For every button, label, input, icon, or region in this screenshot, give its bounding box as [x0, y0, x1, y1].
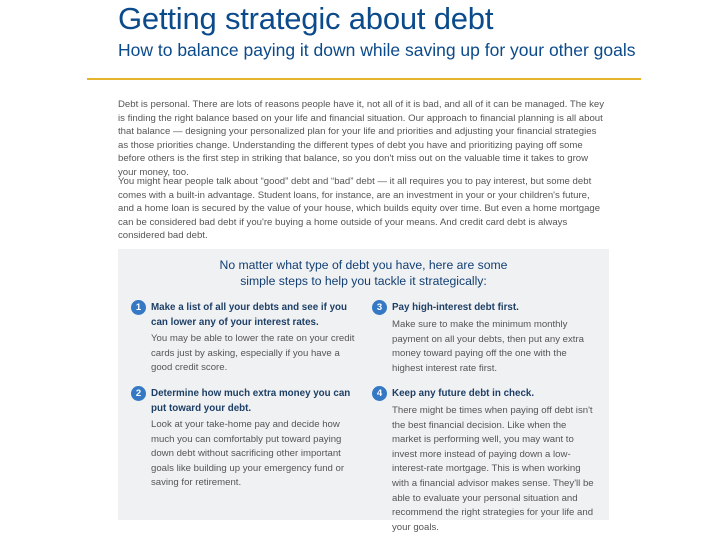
- good-bad-debt-paragraph: You might hear people talk about “good” debt and “bad” debt — it all requires you to pay interest, but some debt comes with a built-in advantage. Student loans, for instance, are an investment in your or your children's future, and a home loan is secured by the value of your house, which builds equity over time. But even a home mortgage can be considered bad debt if you're buying a home outside of your means. And credit card debt is always considered bad debt.: [118, 176, 601, 242]
- tips-heading-line-2: simple steps to help you tackle it strategically:: [240, 274, 487, 288]
- tips-heading-line-1: No matter what type of debt you have, here are some: [219, 258, 508, 272]
- tip-number-badge: 4: [372, 386, 387, 401]
- tip-body: There might be times when paying off debt isn't the best financial decision. Like when the market is performing well, you may want to invest more instead of paying down a low-interest-rate mortgage. This is when working with a financial advisor makes sense. They'll be able to evaluate your personal situation and recommend the right strategies for your life and your goals.: [392, 405, 594, 533]
- tip-title: Keep any future debt in check.: [392, 388, 535, 399]
- tip-body: Look at your take-home pay and decide how much you can comfortably put toward paying down debt without sacrificing other important goals like building up your emergency fund or saving for retirement.: [151, 419, 345, 489]
- page-subtitle: How to balance paying it down while saving up for your other goals: [118, 40, 636, 60]
- tip-body: You may be able to lower the rate on your credit cards just by asking, especially if you have a good credit score.: [151, 333, 355, 374]
- tip-body: Make sure to make the minimum monthly payment on all your debts, then put any extra money toward paying off the one with the highest interest rate first.: [392, 319, 584, 374]
- tip-number-badge: 3: [372, 300, 387, 315]
- tips-heading: [118, 257, 609, 289]
- intro-paragraph: Debt is personal. There are lots of reasons people have it, not all of it is bad, and all of it can be managed. The key is finding the right balance based on your life and financial situation. Our approach to financial planning is all about that balance — designing your personalized plan for your life and priorities and adjusting your financial strategies as those priorities change. Understanding the different types of debt you have and prioritizing paying off some before others is the first step in striking that balance, so you don't miss out on the valuable time it takes to grow your money, too.: [118, 99, 605, 178]
- page-title: Getting strategic about debt: [118, 1, 494, 36]
- tip-number-badge: 1: [131, 300, 146, 315]
- tip-title: Make a list of all your debts and see if you can lower any of your interest rates.: [151, 302, 347, 328]
- tip-title: Determine how much extra money you can put toward your debt.: [151, 388, 351, 414]
- tip-number-badge: 2: [131, 386, 146, 401]
- tip-title: Pay high-interest debt first.: [392, 302, 519, 313]
- gold-divider: [87, 78, 641, 80]
- tips-box: [118, 249, 609, 533]
